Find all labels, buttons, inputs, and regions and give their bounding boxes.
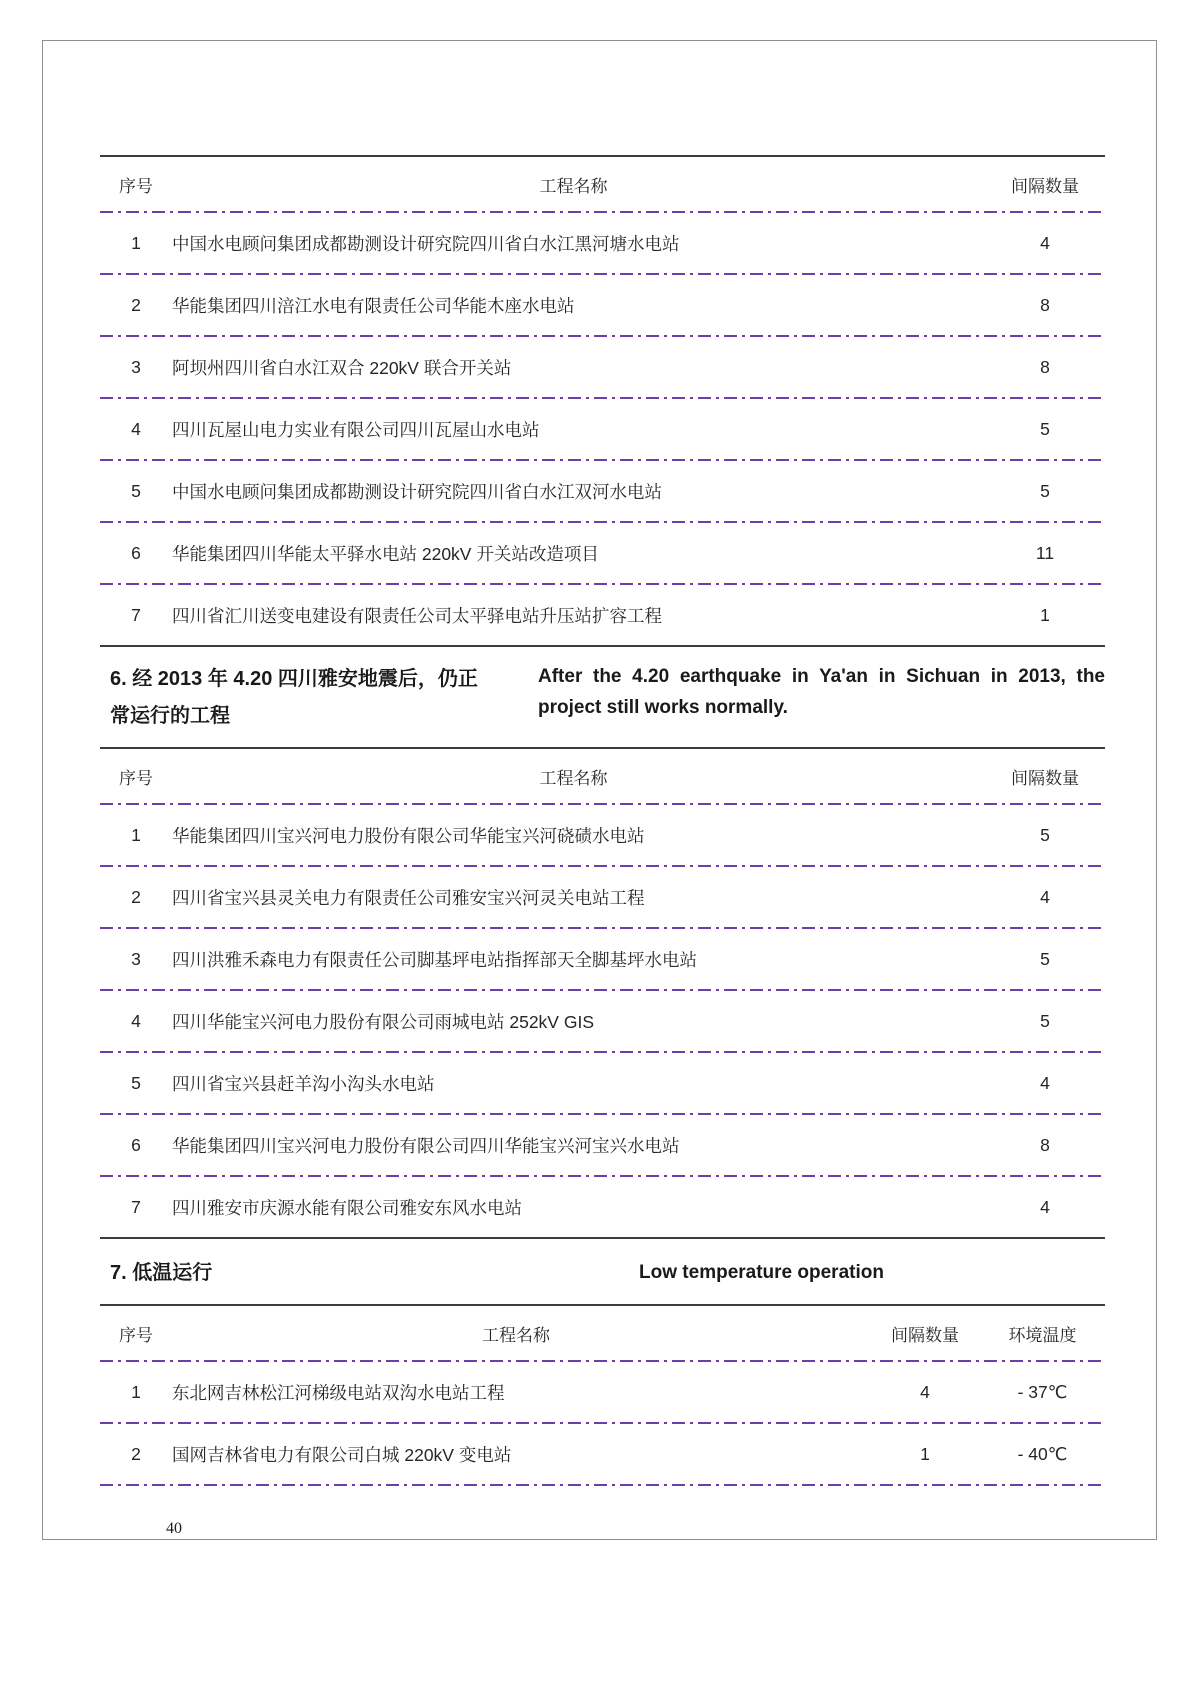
table-header-row — [100, 157, 1105, 211]
column-header-index: 序号 — [119, 768, 153, 788]
row-index: 7 — [131, 1196, 141, 1217]
ambient-temperature: - 40℃ — [1017, 1443, 1068, 1464]
section-heading-6 — [100, 647, 1105, 747]
row-index: 2 — [131, 886, 141, 907]
row-index: 6 — [131, 542, 141, 563]
project-name: 中国水电顾问集团成都勘测设计研究院四川省白水江黑河塘水电站 — [172, 233, 680, 254]
section-title-en: Low temperature operation — [639, 1262, 884, 1283]
project-name: 华能集团四川涪江水电有限责任公司华能木座水电站 — [172, 295, 575, 316]
row-index: 1 — [131, 232, 141, 253]
row-index: 5 — [131, 1072, 141, 1093]
interval-count: 4 — [920, 1381, 930, 1402]
table-row — [100, 275, 1105, 335]
interval-count: 5 — [1040, 948, 1050, 969]
interval-count: 4 — [1040, 886, 1050, 907]
row-index: 6 — [131, 1134, 141, 1155]
column-header-temperature: 环境温度 — [1008, 1325, 1077, 1345]
table-row — [100, 461, 1105, 521]
column-header-count: 间隔数量 — [891, 1325, 959, 1345]
table-row — [100, 523, 1105, 583]
project-name: 四川雅安市庆源水能有限公司雅安东风水电站 — [172, 1197, 522, 1218]
interval-count: 5 — [1040, 418, 1050, 439]
interval-count: 5 — [1040, 480, 1050, 501]
projects-table-2 — [100, 747, 1105, 1239]
section-heading-7 — [100, 1239, 1105, 1304]
row-index: 3 — [131, 948, 141, 969]
section-title-zh-line1: 6. 经 2013 年 4.20 四川雅安地震后，仍正 — [110, 668, 478, 690]
table-row — [100, 1115, 1105, 1175]
project-name: 国网吉林省电力有限公司白城 220kV 变电站 — [172, 1444, 512, 1465]
interval-count: 4 — [1040, 232, 1050, 253]
section-title-zh — [110, 661, 530, 735]
project-name: 中国水电顾问集团成都勘测设计研究院四川省白水江双河水电站 — [172, 481, 662, 502]
table-header-row — [100, 749, 1105, 803]
project-name: 四川省宝兴县灵关电力有限责任公司雅安宝兴河灵关电站工程 — [172, 887, 645, 908]
interval-count: 1 — [1040, 604, 1050, 625]
row-index: 2 — [131, 294, 141, 315]
row-separator — [100, 1484, 1105, 1486]
table-row — [100, 213, 1105, 273]
interval-count: 8 — [1040, 356, 1050, 377]
interval-count: 4 — [1040, 1072, 1050, 1093]
interval-count: 5 — [1040, 1010, 1050, 1031]
row-index: 3 — [131, 356, 141, 377]
table-row — [100, 805, 1105, 865]
table-row — [100, 585, 1105, 645]
row-index: 5 — [131, 480, 141, 501]
table-row — [100, 399, 1105, 459]
table-row — [100, 1362, 1105, 1422]
interval-count: 8 — [1040, 1134, 1050, 1155]
interval-count: 8 — [1040, 294, 1050, 315]
projects-table-3 — [100, 1304, 1105, 1486]
section-title-en: After the 4.20 earthquake in Ya'an in Sichuan in 2013, the project still works normally. — [538, 666, 1105, 718]
ambient-temperature: - 37℃ — [1017, 1381, 1068, 1402]
column-header-index: 序号 — [119, 1325, 153, 1345]
interval-count: 4 — [1040, 1196, 1050, 1217]
project-name: 四川洪雅禾森电力有限责任公司脚基坪电站指挥部天全脚基坪水电站 — [172, 949, 697, 970]
row-index: 2 — [131, 1443, 141, 1464]
column-header-name: 工程名称 — [539, 768, 608, 788]
project-name: 四川华能宝兴河电力股份有限公司雨城电站 252kV GIS — [172, 1011, 594, 1032]
page-number: 40 — [166, 1520, 182, 1537]
column-header-index: 序号 — [119, 176, 153, 196]
project-name: 东北网吉林松江河梯级电站双沟水电站工程 — [172, 1382, 505, 1403]
interval-count: 11 — [1035, 542, 1055, 563]
section-title-zh-line2: 常运行的工程 — [110, 705, 230, 727]
table-row — [100, 867, 1105, 927]
project-name: 阿坝州四川省白水江双合 220kV 联合开关站 — [172, 357, 512, 378]
project-name: 四川省宝兴县赶羊沟小沟头水电站 — [172, 1073, 435, 1094]
project-name: 华能集团四川华能太平驿水电站 220kV 开关站改造项目 — [172, 543, 599, 564]
interval-count: 5 — [1040, 824, 1050, 845]
page-content — [100, 155, 1105, 1538]
table-row — [100, 991, 1105, 1051]
table-row — [100, 1053, 1105, 1113]
row-index: 4 — [131, 418, 141, 439]
project-name: 四川瓦屋山电力实业有限公司四川瓦屋山水电站 — [172, 419, 540, 440]
section-title-zh: 7. 低温运行 — [110, 1261, 213, 1284]
table-header-row — [100, 1306, 1105, 1360]
row-index: 4 — [131, 1010, 141, 1031]
project-name: 华能集团四川宝兴河电力股份有限公司四川华能宝兴河宝兴水电站 — [172, 1135, 680, 1156]
column-header-count: 间隔数量 — [1011, 176, 1079, 196]
projects-table-1 — [100, 155, 1105, 647]
table-row — [100, 337, 1105, 397]
interval-count: 1 — [920, 1443, 930, 1464]
column-header-name: 工程名称 — [539, 176, 608, 196]
column-header-name: 工程名称 — [482, 1325, 550, 1345]
project-name: 华能集团四川宝兴河电力股份有限公司华能宝兴河硗碛水电站 — [172, 825, 645, 846]
row-index: 1 — [131, 824, 141, 845]
table-row — [100, 929, 1105, 989]
row-index: 7 — [131, 604, 141, 625]
table-row — [100, 1177, 1105, 1237]
table-row — [100, 1424, 1105, 1484]
column-header-count: 间隔数量 — [1011, 768, 1079, 788]
project-name: 四川省汇川送变电建设有限责任公司太平驿电站升压站扩容工程 — [172, 605, 662, 626]
row-index: 1 — [131, 1381, 141, 1402]
